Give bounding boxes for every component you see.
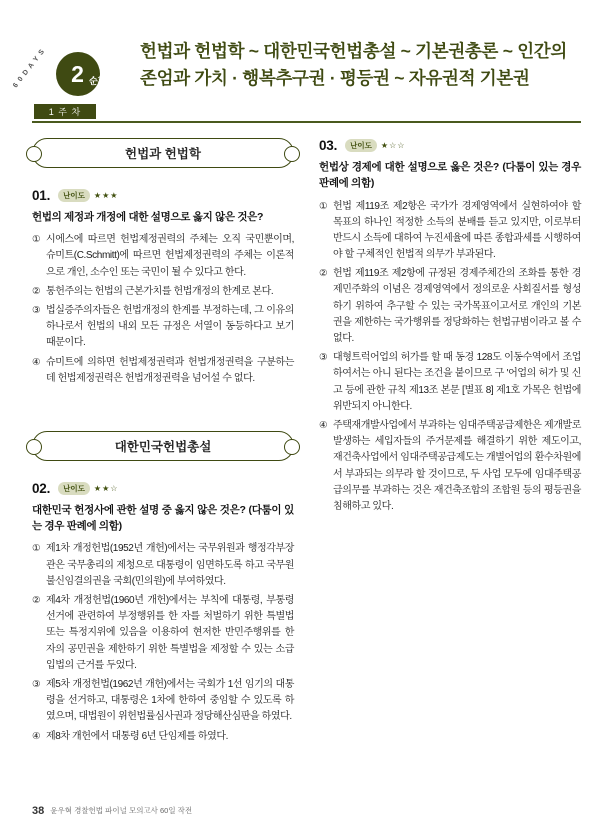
choice-item[interactable] [32,284,294,300]
footer-book-title: 윤우혁 경찰헌법 파이널 모의고사 60일 작전 [50,806,193,815]
choice-text: 헌법 제119조 제2항은 국가가 경제영역에서 실현하여야 할 목표의 하나인 적정한 소득의 분배를 듣고 있지만, 이로부터 반드시 소득에 대하여 누진세율에 따른 종합과세를 시행하여야 할 구체적인 헌법적 의무가 부과된다. [333,200,581,261]
question-01-header [32,188,294,203]
question-03-header [319,138,581,153]
choice-item[interactable] [319,199,581,264]
choice-text: 시에스에 따르면 헌법제정권력의 주체는 오직 국민뿐이며, 슈미트(C.Schmitt)에 따르면 헌법제정권력의 주체는 이론적으로 개인, 소수인 또는 국민이 될 수 있다고 한다. [46,234,294,278]
choice-marker: ④ [32,356,41,368]
choice-item[interactable] [32,355,294,387]
choice-text: 대형트럭어업의 허가를 할 때 동경 128도 이동수역에서 조업하여서는 아니 된다는 조건을 붙이므로 구 '어업의 허가 및 신고 등에 관한 규칙 제13조 본문 [별표 8] 제1호 가목은 헌법에 위반되지 아니한다. [333,352,581,412]
section-heading-constitutional-law: 헌법과 헌법학 [32,138,294,168]
choice-item[interactable] [32,541,294,590]
question-03-stem: 헌법상 경제에 대한 설명으로 옳은 것은? (다툼이 있는 경우 판례에 의함) [319,161,581,190]
question-02 [32,481,294,745]
question-03 [319,138,581,515]
choice-text: 제5차 개정헌법(1962년 개헌)에서는 국회가 1선 임기의 대통령을 선거하고, 대통령은 1차에 한하여 중임할 수 있도록 하였으며, 대법원이 위헌법률심사권과 정당해산심판을 하였다. [46,678,294,723]
choice-text: 법실증주의자들은 헌법개정의 한계를 부정하는데, 그 이유의 하나로서 헌법의 내외 모든 규정은 서열이 동등하다고 보기 때문이다. [46,305,294,349]
page-header [0,0,613,130]
question-03-choices [319,199,581,516]
choice-marker: ③ [32,305,41,317]
difficulty-stars: ★★☆ [93,483,119,493]
choice-marker: ① [32,543,41,555]
choice-item[interactable] [319,350,581,415]
week-tag: 1 주 차 [34,104,96,119]
choice-text: 제4차 개정헌법(1960년 개헌)에서는 부칙에 대통령, 부통령 선거에 관련하여 부정행위를 한 자를 처벌하기 위한 특별법 또는 특정지위에 있음을 이용하여 현저한 반민주행위를 한 자의 공민권을 제한하기 위한 특별법을 제정할 수 있는 소급입법의 근거를 두었다. [46,595,294,671]
choice-marker: ③ [319,352,328,364]
choice-item[interactable] [32,593,294,674]
badge-round-number: 2 [71,60,84,87]
choice-marker: ③ [32,678,41,690]
choice-item[interactable] [32,232,294,281]
question-01 [32,188,294,387]
choice-text: 주택재개발사업에서 부과하는 임대주택공급제한은 제개발로 발생하는 세입자들의 주거문제를 해결하기 위한 제도이고, 재건축사업에서 임대주택공급제도는 개별어업의 환수차원에서 부과되는 의무라 할 것이므로, 두 사업 모두에 임대주택공급의무를 부과하는 것은 재건축조합의 조합원 등의 평등권을 침해하고 있다. [333,419,581,512]
choice-item[interactable] [32,303,294,352]
choice-text: 헌법 제119조 제2항에 규정된 경제주체간의 조화를 통한 경제민주화의 이념은 경제영역에서 정의로운 사회질서를 형성하기 위하여 추구할 수 있는 국가목표이고서로 개인의 기본권을 제한하는 국가행위를 정당화하는 헌법규범이라고 볼 수 없다. [333,268,581,345]
question-01-number: 01. [32,188,51,203]
choice-text: 통헌주의는 헌법의 근본가치를 헌법개정의 한계로 본다. [46,285,274,297]
question-02-header [32,481,294,496]
choice-text: 제1차 개정헌법(1952년 개헌)에서는 국무위원과 행정각부장관은 국무총리의 제청으로 대통령이 임면하도록 하고 국무원 불신임결의권을 국회(민의원)에 부여하였다. [46,543,294,587]
question-01-stem: 헌법의 제정과 개정에 대한 설명으로 옳지 않은 것은? [32,211,264,223]
choice-marker: ① [319,200,328,212]
question-02-stem: 대한민국 헌정사에 관한 설명 중 옳지 않은 것은? (다툼이 있는 경우 판례에 의함) [32,503,294,533]
choice-text: 제8차 개헌에서 대통령 6년 단임제를 하였다. [46,730,229,742]
choice-item[interactable] [319,418,581,515]
question-02-choices [32,541,294,744]
section-heading-korean-constitution: 대한민국헌법총설 [32,431,294,461]
question-01-choices [32,232,294,387]
difficulty-badge: 난이도 [58,482,90,495]
left-column [32,138,294,759]
difficulty-badge: 난이도 [345,139,377,152]
choice-item[interactable] [319,266,581,347]
choice-marker: ① [32,234,41,246]
choice-marker: ② [32,595,41,607]
badge-round-label: 순환 [89,76,107,86]
choice-marker: ④ [32,730,41,742]
difficulty-stars: ★☆☆ [380,141,406,150]
page-footer [32,805,192,817]
right-column [319,138,581,529]
difficulty-stars: ★★★ [93,191,119,200]
badge-days-arc-label: 6 0 D A Y S [12,47,47,90]
choice-marker: ② [319,268,328,280]
page-number: 38 [32,805,45,817]
choice-item[interactable] [32,677,294,726]
page-title: 헌법과 헌법학 ~ 대한민국헌법총설 ~ 기본권총론 ~ 인간의 존엄과 가치 · 행복추구권 · 평등권 ~ 자유권적 기본권 [140,41,568,89]
choice-item[interactable] [32,729,294,745]
choice-marker: ④ [319,419,328,431]
column-spacer [32,401,294,431]
header-divider [32,121,581,123]
choice-marker: ② [32,285,41,297]
choice-text: 슈미트에 의하면 헌법제정권력과 헌법개정권력을 구분하는데 헌법제정권력은 헌법개정권력을 넘어설 수 없다. [46,356,294,384]
question-02-number: 02. [32,480,51,496]
difficulty-badge: 난이도 [58,189,90,202]
question-03-number: 03. [319,138,338,153]
